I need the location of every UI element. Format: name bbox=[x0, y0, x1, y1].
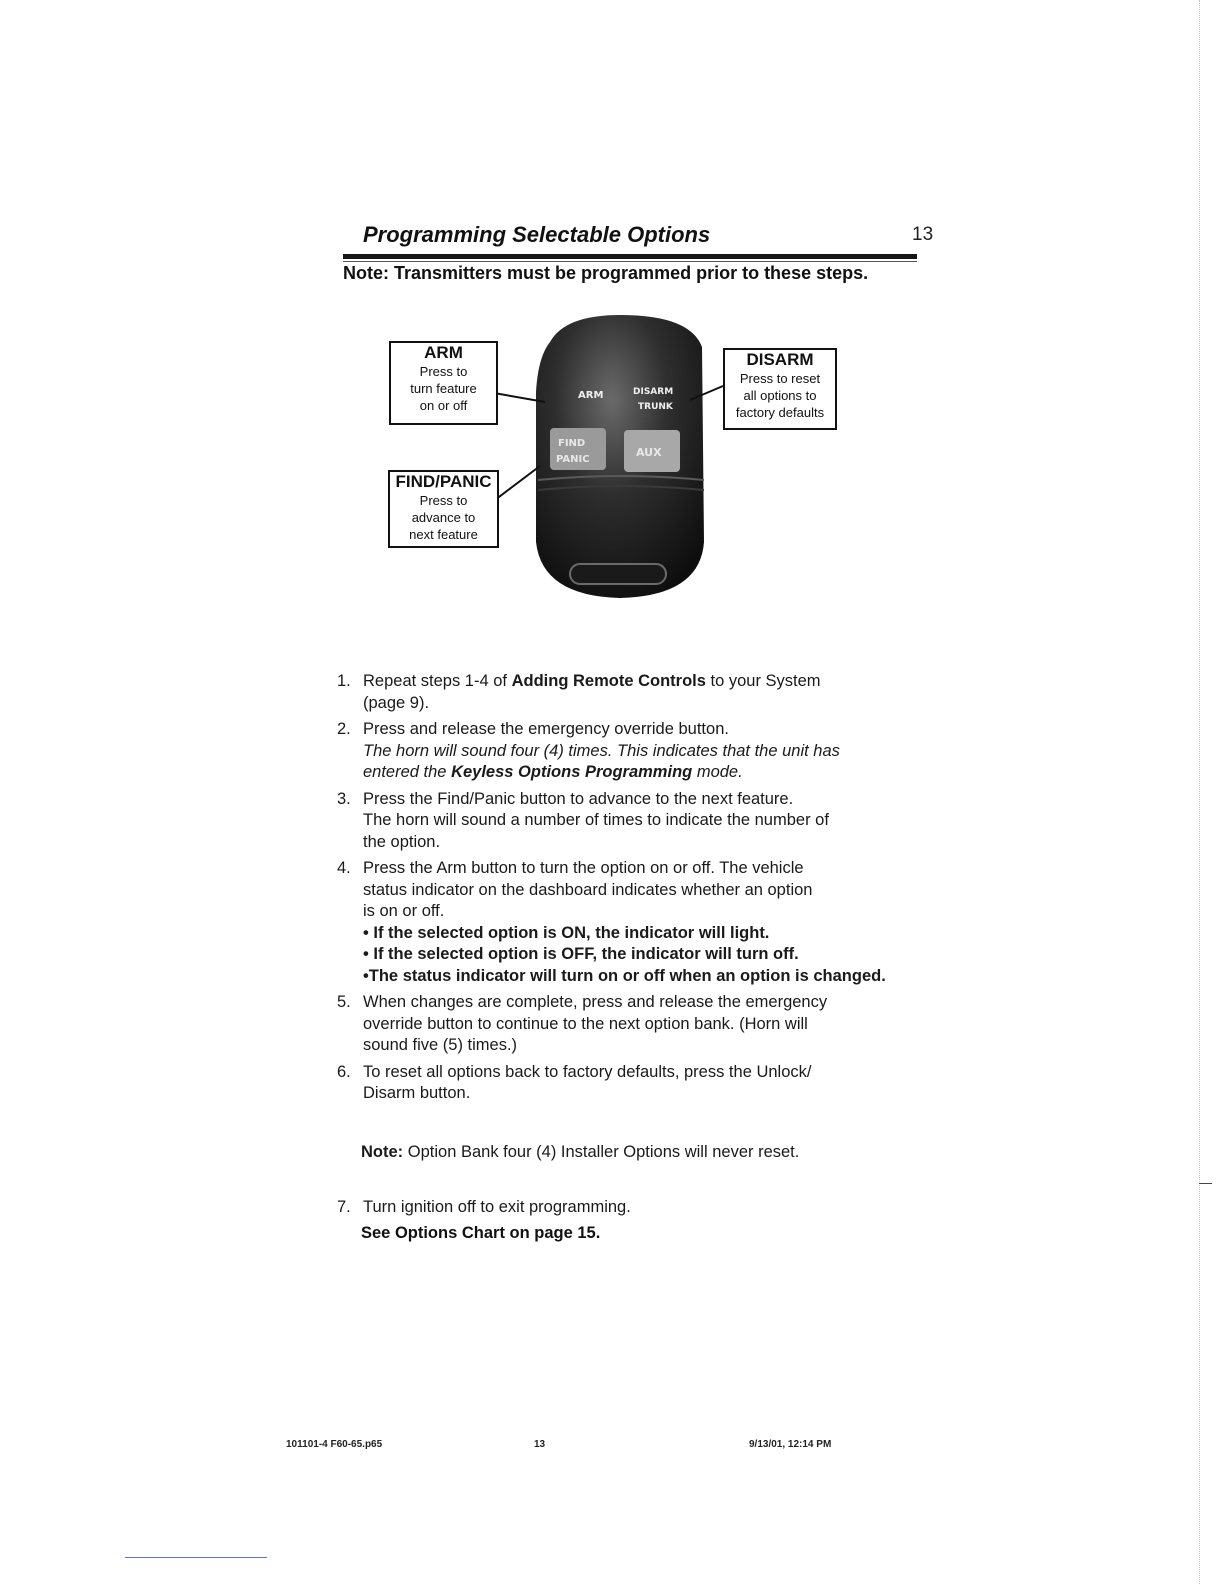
remote-find-label: FIND bbox=[558, 438, 586, 449]
bullet-changed: •The status indicator will turn on or off when an option is changed. bbox=[363, 966, 886, 985]
step-text: When changes are complete, press and release the emergency bbox=[363, 993, 828, 1011]
see-options-chart: See Options Chart on page 15. bbox=[361, 1224, 601, 1242]
remote-aux-label: AUX bbox=[636, 446, 662, 459]
header-rule-thin bbox=[343, 261, 917, 262]
arm-callout-line2: turn feature bbox=[410, 381, 477, 396]
note-label: Note: bbox=[361, 1143, 404, 1161]
find-panic-callout-line3: next feature bbox=[409, 527, 478, 542]
header-rule bbox=[343, 254, 917, 259]
step-text: is on or off. bbox=[363, 902, 445, 920]
remote-keyring-slot bbox=[570, 564, 666, 584]
find-panic-callout bbox=[388, 470, 499, 548]
scan-edge-line bbox=[1199, 0, 1201, 1584]
footer-file: 101101-4 F60-65.p65 bbox=[286, 1439, 383, 1450]
arm-callout-line1: Press to bbox=[419, 364, 468, 379]
step-text: Disarm button. bbox=[363, 1084, 471, 1102]
step-italic-text: mode. bbox=[692, 763, 743, 781]
step-italic-text: The horn will sound four (4) times. This indicates that the unit has bbox=[363, 741, 840, 760]
bullet-on: • If the selected option is ON, the indicator will light. bbox=[363, 923, 770, 942]
find-panic-callout-line2: advance to bbox=[411, 510, 476, 525]
step-text: status indicator on the dashboard indicates whether an option bbox=[363, 880, 813, 899]
footer-page: 13 bbox=[534, 1439, 546, 1450]
step-text: The horn will sound a number of times to indicate the number of bbox=[363, 811, 829, 829]
step-number: 6. bbox=[337, 1062, 351, 1081]
step-number: 4. bbox=[337, 859, 351, 877]
note-text: Option Bank four (4) Installer Options will never reset. bbox=[403, 1143, 800, 1161]
bullet-off: • If the selected option is OFF, the indicator will turn off. bbox=[363, 945, 799, 963]
disarm-callout bbox=[723, 348, 837, 430]
step-text: Press the Find/Panic button to advance to the next feature. bbox=[363, 789, 794, 808]
step-text: Press the Arm button to turn the option on or off. The vehicle bbox=[363, 859, 804, 877]
mode-name: Keyless Options Programming bbox=[451, 763, 693, 781]
step-text: (page 9). bbox=[363, 693, 430, 712]
steps-list bbox=[337, 671, 897, 1110]
remote-disarm-label: DISARM bbox=[633, 387, 674, 397]
step-text: override button to continue to the next option bank. (Horn will bbox=[363, 1014, 808, 1033]
step-2 bbox=[337, 719, 897, 784]
remote-control-image bbox=[520, 312, 720, 602]
step-text: Turn ignition off to exit programming. bbox=[363, 1198, 631, 1216]
find-panic-callout-title: FIND/PANIC bbox=[395, 472, 492, 491]
disarm-callout-title: DISARM bbox=[746, 350, 814, 369]
find-panic-callout-line1: Press to bbox=[419, 493, 468, 508]
step-text: Repeat steps 1-4 of bbox=[363, 672, 512, 690]
step-3 bbox=[337, 789, 897, 854]
disarm-callout-line1: Press to reset bbox=[739, 371, 821, 386]
steps-list-continued bbox=[337, 1197, 897, 1224]
step-text: Press and release the emergency override button. bbox=[363, 720, 729, 738]
step-6 bbox=[337, 1062, 897, 1105]
step-italic-text: entered the bbox=[363, 763, 452, 781]
footer-date: 9/13/01, 12:14 PM bbox=[749, 1439, 832, 1450]
step-number: 2. bbox=[337, 720, 351, 738]
step-text: sound five (5) times.) bbox=[363, 1036, 518, 1054]
step-number: 3. bbox=[337, 789, 351, 808]
step-number: 5. bbox=[337, 993, 351, 1011]
scan-edge-tick bbox=[1199, 1183, 1212, 1184]
disarm-callout-line3: factory defaults bbox=[735, 405, 825, 420]
step-number: 1. bbox=[337, 672, 351, 690]
step-number: 7. bbox=[337, 1198, 351, 1216]
remote-trunk-label: TRUNK bbox=[638, 402, 673, 412]
transmitter-note: Note: Transmitters must be programmed prior to these steps. bbox=[343, 263, 869, 283]
disarm-callout-line2: all options to bbox=[743, 388, 817, 403]
step-1 bbox=[337, 671, 897, 714]
step-bold-text: Adding Remote Controls bbox=[511, 672, 706, 690]
page-number: 13 bbox=[912, 224, 934, 245]
bottom-rule bbox=[125, 1557, 267, 1558]
step-5 bbox=[337, 992, 897, 1057]
arm-callout bbox=[389, 341, 498, 425]
remote-panic-label: PANIC bbox=[556, 454, 590, 465]
page-title: Programming Selectable Options bbox=[363, 222, 711, 247]
installer-note bbox=[361, 1143, 799, 1162]
step-4 bbox=[337, 858, 897, 987]
arm-callout-line3: on or off bbox=[419, 398, 468, 413]
step-7 bbox=[337, 1197, 897, 1219]
remote-arm-label: ARM bbox=[578, 390, 604, 401]
step-text: to your System bbox=[705, 672, 821, 690]
step-text: To reset all options back to factory defaults, press the Unlock/ bbox=[363, 1062, 812, 1081]
arm-callout-title: ARM bbox=[424, 343, 463, 362]
step-text: the option. bbox=[363, 832, 441, 851]
